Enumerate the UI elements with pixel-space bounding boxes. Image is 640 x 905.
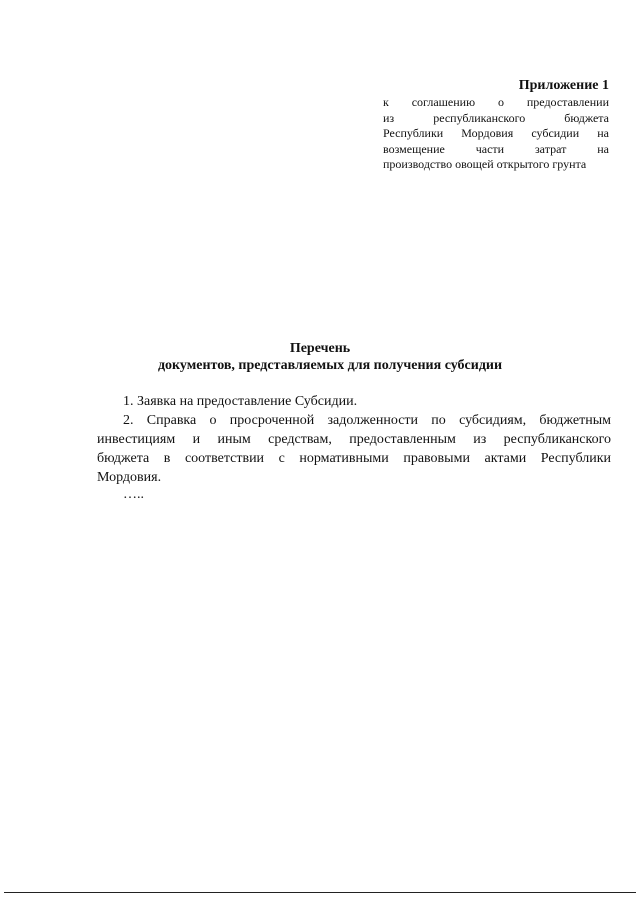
list-item: 1. Заявка на предоставление Субсидии. [123, 394, 358, 409]
list-item-line: Мордовия. [97, 470, 162, 485]
document-subtitle: документов, представляемых для получения субсидии [157, 358, 503, 373]
appendix-title: Приложение 1 [518, 78, 609, 93]
list-item-line: 2. Справка о просроченной задолженности по субсидиям, бюджетным [123, 413, 611, 428]
continuation-ellipsis: ….. [123, 487, 144, 502]
appendix-line: производство овощей открытого грунта [383, 157, 587, 171]
appendix-line: из республиканского бюджета [383, 110, 609, 125]
appendix-block [383, 77, 609, 173]
page-bottom-line [4, 892, 636, 893]
list-item-line: бюджета в соответствии с нормативными правовыми актами Республики [97, 451, 611, 466]
document-title: Перечень [289, 341, 351, 356]
appendix-line: к соглашению о предоставлении [383, 95, 609, 109]
list-item-line: инвестициям и иным средствам, предоставленным из республиканского [97, 432, 611, 447]
appendix-line: возмещение части затрат на [383, 141, 609, 156]
appendix-line: Республики Мордовия субсидии на [383, 126, 609, 140]
